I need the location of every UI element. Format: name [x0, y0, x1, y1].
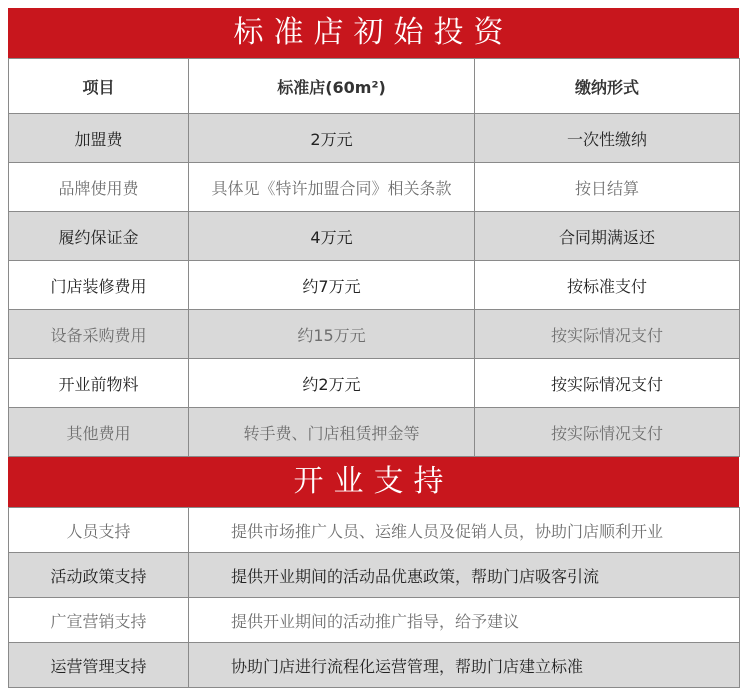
investment-cell-item: 履约保证金 [9, 212, 189, 261]
support-title: 开业支持 [293, 464, 454, 499]
column-header-item: 项目 [9, 59, 189, 114]
support-rows [9, 508, 740, 688]
support-cell-desc: 协助门店进行流程化运营管理，帮助门店建立标准 [189, 643, 740, 688]
investment-cell-item: 设备采购费用 [9, 310, 189, 359]
support-cell-item: 运营管理支持 [9, 643, 189, 688]
investment-cell-payment: 一次性缴纳 [475, 114, 740, 163]
investment-cell-amount: 4万元 [189, 212, 475, 261]
investment-table [8, 58, 740, 457]
investment-cell-item: 加盟费 [9, 114, 189, 163]
investment-row [9, 359, 740, 408]
investment-row [9, 310, 740, 359]
investment-cell-amount: 约15万元 [189, 310, 475, 359]
investment-document [8, 8, 739, 688]
investment-cell-item: 其他费用 [9, 408, 189, 457]
investment-cell-payment: 按日结算 [475, 163, 740, 212]
investment-title: 标准店初始投资 [233, 15, 514, 50]
investment-header-row [9, 59, 740, 114]
support-cell-desc: 提供开业期间的活动品优惠政策，帮助门店吸客引流 [189, 553, 740, 598]
investment-cell-payment: 按实际情况支付 [475, 310, 740, 359]
investment-row [9, 163, 740, 212]
support-row [9, 643, 740, 688]
support-cell-item: 人员支持 [9, 508, 189, 553]
support-cell-item: 广宣营销支持 [9, 598, 189, 643]
column-header-payment: 缴纳形式 [475, 59, 740, 114]
investment-row [9, 114, 740, 163]
investment-cell-payment: 合同期满返还 [475, 212, 740, 261]
investment-cell-payment: 按实际情况支付 [475, 359, 740, 408]
investment-cell-amount: 转手费、门店租赁押金等 [189, 408, 475, 457]
column-header-standard-store: 标准店(60m²) [189, 59, 475, 114]
investment-cell-payment: 按标准支付 [475, 261, 740, 310]
support-row [9, 598, 740, 643]
investment-rows [9, 114, 740, 457]
investment-cell-amount: 约2万元 [189, 359, 475, 408]
support-title-banner [8, 457, 739, 507]
support-row [9, 553, 740, 598]
investment-title-banner [8, 8, 739, 58]
support-cell-desc: 提供市场推广人员、运维人员及促销人员，协助门店顺利开业 [189, 508, 740, 553]
investment-cell-amount: 约7万元 [189, 261, 475, 310]
investment-cell-item: 门店装修费用 [9, 261, 189, 310]
investment-cell-amount: 具体见《特许加盟合同》相关条款 [189, 163, 475, 212]
investment-row [9, 408, 740, 457]
investment-cell-amount: 2万元 [189, 114, 475, 163]
investment-row [9, 261, 740, 310]
support-table [8, 507, 740, 688]
support-cell-item: 活动政策支持 [9, 553, 189, 598]
investment-cell-item: 品牌使用费 [9, 163, 189, 212]
support-row [9, 508, 740, 553]
investment-cell-payment: 按实际情况支付 [475, 408, 740, 457]
investment-cell-item: 开业前物料 [9, 359, 189, 408]
support-cell-desc: 提供开业期间的活动推广指导，给予建议 [189, 598, 740, 643]
investment-row [9, 212, 740, 261]
